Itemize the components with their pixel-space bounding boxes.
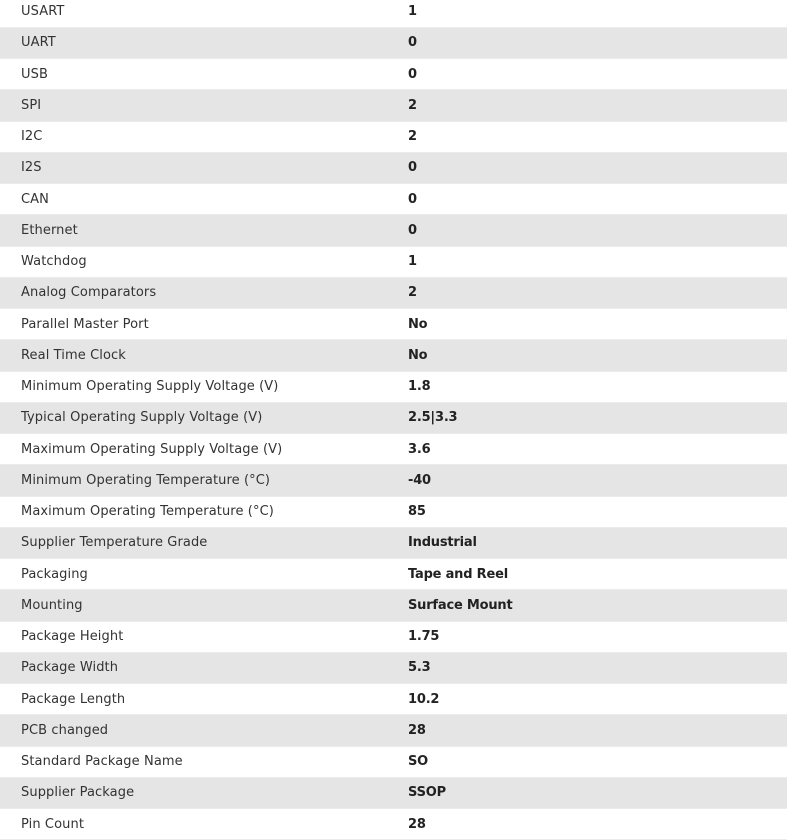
spec-value: 5.3 xyxy=(408,652,787,683)
spec-label: CAN xyxy=(0,184,408,215)
spec-value: 85 xyxy=(408,496,787,527)
spec-value: 1.75 xyxy=(408,621,787,652)
spec-row-max-supply-voltage xyxy=(0,434,787,465)
spec-value: Industrial xyxy=(408,527,787,558)
spec-row-watchdog xyxy=(0,246,787,277)
spec-value: 0 xyxy=(408,152,787,183)
spec-value: No xyxy=(408,340,787,371)
spec-row-ethernet xyxy=(0,215,787,246)
spec-row-i2c xyxy=(0,121,787,152)
spec-row-max-temperature xyxy=(0,496,787,527)
spec-label: Pin Count xyxy=(0,809,408,840)
spec-row-mounting xyxy=(0,590,787,621)
spec-row-min-supply-voltage xyxy=(0,371,787,402)
spec-value: 28 xyxy=(408,809,787,840)
spec-value: Surface Mount xyxy=(408,590,787,621)
spec-label: Watchdog xyxy=(0,246,408,277)
spec-label: UART xyxy=(0,27,408,58)
spec-label: Analog Comparators xyxy=(0,277,408,308)
spec-label: SPI xyxy=(0,90,408,121)
spec-label: I2S xyxy=(0,152,408,183)
spec-value: 0 xyxy=(408,184,787,215)
spec-value: 1 xyxy=(408,0,787,27)
spec-value: SO xyxy=(408,746,787,777)
spec-row-analog-comparators xyxy=(0,277,787,308)
spec-label: Maximum Operating Supply Voltage (V) xyxy=(0,434,408,465)
spec-label: Typical Operating Supply Voltage (V) xyxy=(0,402,408,433)
spec-value: SSOP xyxy=(408,777,787,808)
spec-label: USB xyxy=(0,59,408,90)
spec-label: Standard Package Name xyxy=(0,746,408,777)
spec-label: Parallel Master Port xyxy=(0,309,408,340)
spec-label: Packaging xyxy=(0,559,408,590)
spec-row-pcb-changed xyxy=(0,715,787,746)
spec-value: 10.2 xyxy=(408,684,787,715)
spec-label: Package Length xyxy=(0,684,408,715)
spec-label: Real Time Clock xyxy=(0,340,408,371)
spec-row-temperature-grade xyxy=(0,527,787,558)
spec-value: 1.8 xyxy=(408,371,787,402)
spec-value: 28 xyxy=(408,715,787,746)
spec-value: -40 xyxy=(408,465,787,496)
spec-row-parallel-master-port xyxy=(0,309,787,340)
spec-value: 1 xyxy=(408,246,787,277)
spec-row-package-length xyxy=(0,684,787,715)
spec-label: Mounting xyxy=(0,590,408,621)
spec-row-typ-supply-voltage xyxy=(0,402,787,433)
spec-label: I2C xyxy=(0,121,408,152)
spec-label: Ethernet xyxy=(0,215,408,246)
spec-label: Minimum Operating Temperature (°C) xyxy=(0,465,408,496)
spec-value: 3.6 xyxy=(408,434,787,465)
spec-row-standard-package-name xyxy=(0,746,787,777)
spec-row-package-width xyxy=(0,652,787,683)
spec-label: USART xyxy=(0,0,408,27)
spec-value: 0 xyxy=(408,59,787,90)
spec-row-pin-count xyxy=(0,809,787,840)
spec-row-real-time-clock xyxy=(0,340,787,371)
spec-label: Package Width xyxy=(0,652,408,683)
spec-value: Tape and Reel xyxy=(408,559,787,590)
spec-row-spi xyxy=(0,90,787,121)
spec-label: Supplier Package xyxy=(0,777,408,808)
spec-row-supplier-package xyxy=(0,777,787,808)
spec-row-usart xyxy=(0,0,787,27)
spec-value: 2 xyxy=(408,277,787,308)
spec-row-min-temperature xyxy=(0,465,787,496)
spec-label: Maximum Operating Temperature (°C) xyxy=(0,496,408,527)
spec-value: No xyxy=(408,309,787,340)
spec-value: 2 xyxy=(408,121,787,152)
spec-row-can xyxy=(0,184,787,215)
spec-label: Supplier Temperature Grade xyxy=(0,527,408,558)
spec-row-uart xyxy=(0,27,787,58)
spec-row-packaging xyxy=(0,559,787,590)
spec-row-i2s xyxy=(0,152,787,183)
spec-label: Minimum Operating Supply Voltage (V) xyxy=(0,371,408,402)
spec-row-usb xyxy=(0,59,787,90)
spec-label: PCB changed xyxy=(0,715,408,746)
spec-value: 0 xyxy=(408,215,787,246)
spec-value: 2 xyxy=(408,90,787,121)
spec-label: Package Height xyxy=(0,621,408,652)
spec-value: 2.5|3.3 xyxy=(408,402,787,433)
spec-row-package-height xyxy=(0,621,787,652)
spec-value: 0 xyxy=(408,27,787,58)
